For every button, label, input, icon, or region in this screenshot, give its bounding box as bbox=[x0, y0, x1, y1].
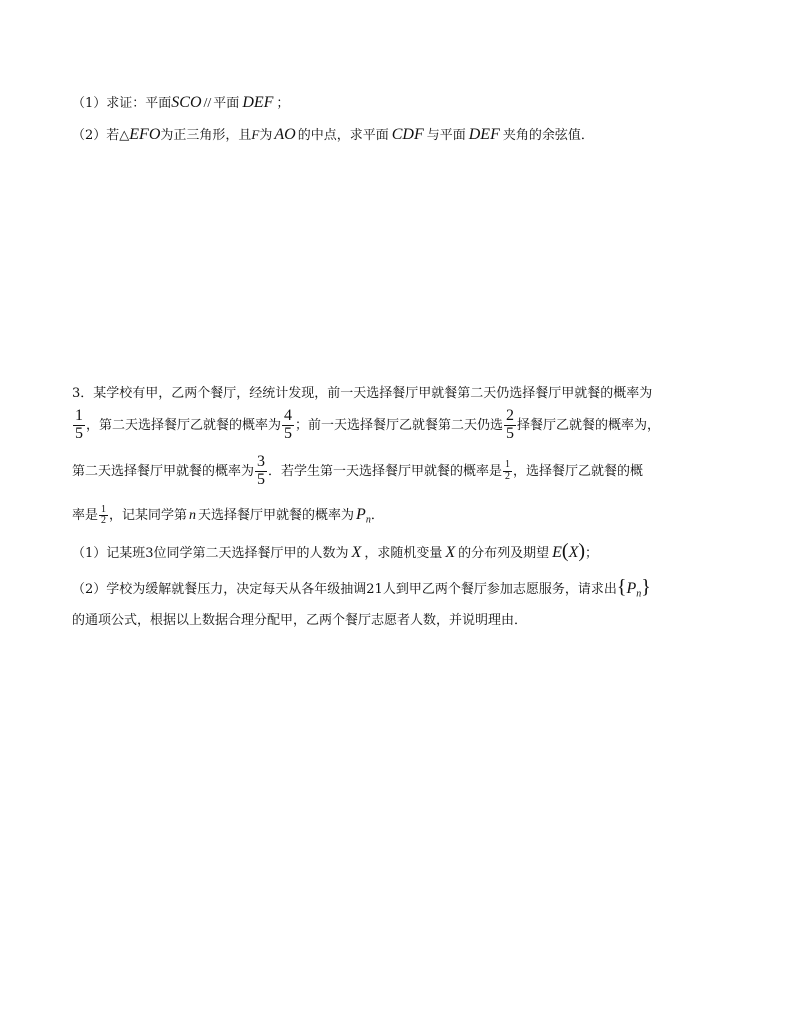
sequence-p: P bbox=[626, 580, 637, 597]
subscript-n: n bbox=[365, 514, 371, 526]
left-brace: { bbox=[616, 576, 627, 598]
q3-line4-b: ，记某同学第 bbox=[109, 508, 188, 523]
q3-line2-a: ，第二天选择餐厅乙就餐的概率为 bbox=[86, 417, 282, 433]
q2-part1-mid: 平面 bbox=[213, 96, 240, 111]
q3-line-1 bbox=[72, 382, 652, 401]
q3-line2-c: 择餐厅乙就餐的概率为， bbox=[517, 417, 661, 433]
q3-part1-end: ； bbox=[585, 546, 599, 561]
fraction-2-5: $\frac{2}{5}$ bbox=[506, 407, 515, 442]
plane-def: DEF bbox=[242, 94, 274, 111]
variable-x-3: X bbox=[568, 544, 579, 561]
q2-part1-end: ； bbox=[276, 96, 290, 111]
q2-part1-line bbox=[72, 92, 289, 112]
variable-p: P bbox=[356, 506, 366, 523]
q3-part1-b: ，求随机变量 bbox=[364, 546, 443, 561]
variable-x-2: X bbox=[445, 544, 456, 561]
right-brace: } bbox=[641, 576, 651, 598]
fraction-4-5: $\frac{4}{5}$ bbox=[284, 407, 293, 442]
plane-sco: SCO bbox=[171, 94, 202, 111]
q3-line3-b: ．若学生第一天选择餐厅甲就餐的概率是 bbox=[268, 463, 503, 479]
left-paren: ( bbox=[561, 540, 569, 562]
q3-part1-line bbox=[72, 540, 598, 563]
segment-ao: AO bbox=[274, 126, 296, 143]
point-f: F bbox=[251, 127, 260, 142]
sequence-subscript-n: n bbox=[636, 588, 642, 600]
fraction-1-5: $\frac{1}{5}$ bbox=[75, 407, 83, 442]
fraction-3-5: $\frac{3}{5}$ bbox=[257, 453, 266, 488]
q3-line-4 bbox=[72, 504, 384, 527]
q2-part2-line bbox=[72, 124, 594, 144]
q3-part1-c: 的分布列及期望 bbox=[458, 546, 550, 561]
q3-line-3 bbox=[72, 454, 643, 489]
q2-part2-text-e: 夹角的余弦值． bbox=[502, 128, 594, 143]
variable-n: n bbox=[189, 508, 197, 523]
q3-line3-a: 第二天选择餐厅甲就餐的概率为 bbox=[72, 463, 255, 479]
triangle-efo: EFO bbox=[129, 126, 161, 143]
fraction-1-2-b: $\frac{1}{2}$ bbox=[101, 503, 107, 526]
q2-part2-prefix: （2）若△ bbox=[72, 128, 130, 143]
q3-line4-c: 天选择餐厅甲就餐的概率为 bbox=[198, 508, 355, 523]
plane-def-2: DEF bbox=[468, 126, 500, 143]
plane-cdf: CDF bbox=[391, 126, 424, 143]
parallel-symbol: // bbox=[203, 96, 212, 111]
q3-part1-a: （1）记某班3位同学第二天选择餐厅甲的人数为 bbox=[72, 546, 349, 561]
q3-part2-line bbox=[72, 576, 651, 600]
q2-part2-text-a: 为正三角形，且 bbox=[160, 128, 252, 143]
right-paren: ) bbox=[578, 540, 586, 562]
q3-line4-a: 率是 bbox=[72, 508, 99, 523]
q2-part2-text-c: 的中点，求平面 bbox=[297, 128, 389, 143]
q2-part2-text-b: 为 bbox=[259, 128, 273, 143]
expectation-e: E bbox=[552, 544, 562, 561]
q3-intro: 3．某学校有甲，乙两个餐厅，经统计发现，前一天选择餐厅甲就餐第二天仍选择餐厅甲就餐的概率为 bbox=[72, 386, 653, 401]
q2-part1-prefix: （1）求证：平面 bbox=[72, 96, 172, 111]
variable-x-1: X bbox=[351, 544, 362, 561]
q3-line2-b: ；前一天选择餐厅乙就餐第二天仍选 bbox=[295, 417, 504, 433]
q2-part2-text-d: 与平面 bbox=[426, 128, 466, 143]
q3-line4-end: ． bbox=[370, 508, 384, 523]
q3-part2-line-2 bbox=[72, 609, 527, 628]
q3-part2-b: 的通项公式，根据以上数据合理分配甲，乙两个餐厅志愿者人数，并说明理由． bbox=[72, 613, 528, 628]
q3-part2-a: （2）学校为缓解就餐压力，决定每天从各年级抽调21人到甲乙两个餐厅参加志愿服务，请求出 bbox=[72, 582, 617, 597]
q3-line3-c: ，选择餐厅乙就餐的概 bbox=[513, 463, 644, 479]
fraction-1-2-a: $\frac{1}{2}$ bbox=[505, 459, 511, 482]
q3-line-2 bbox=[72, 408, 660, 443]
